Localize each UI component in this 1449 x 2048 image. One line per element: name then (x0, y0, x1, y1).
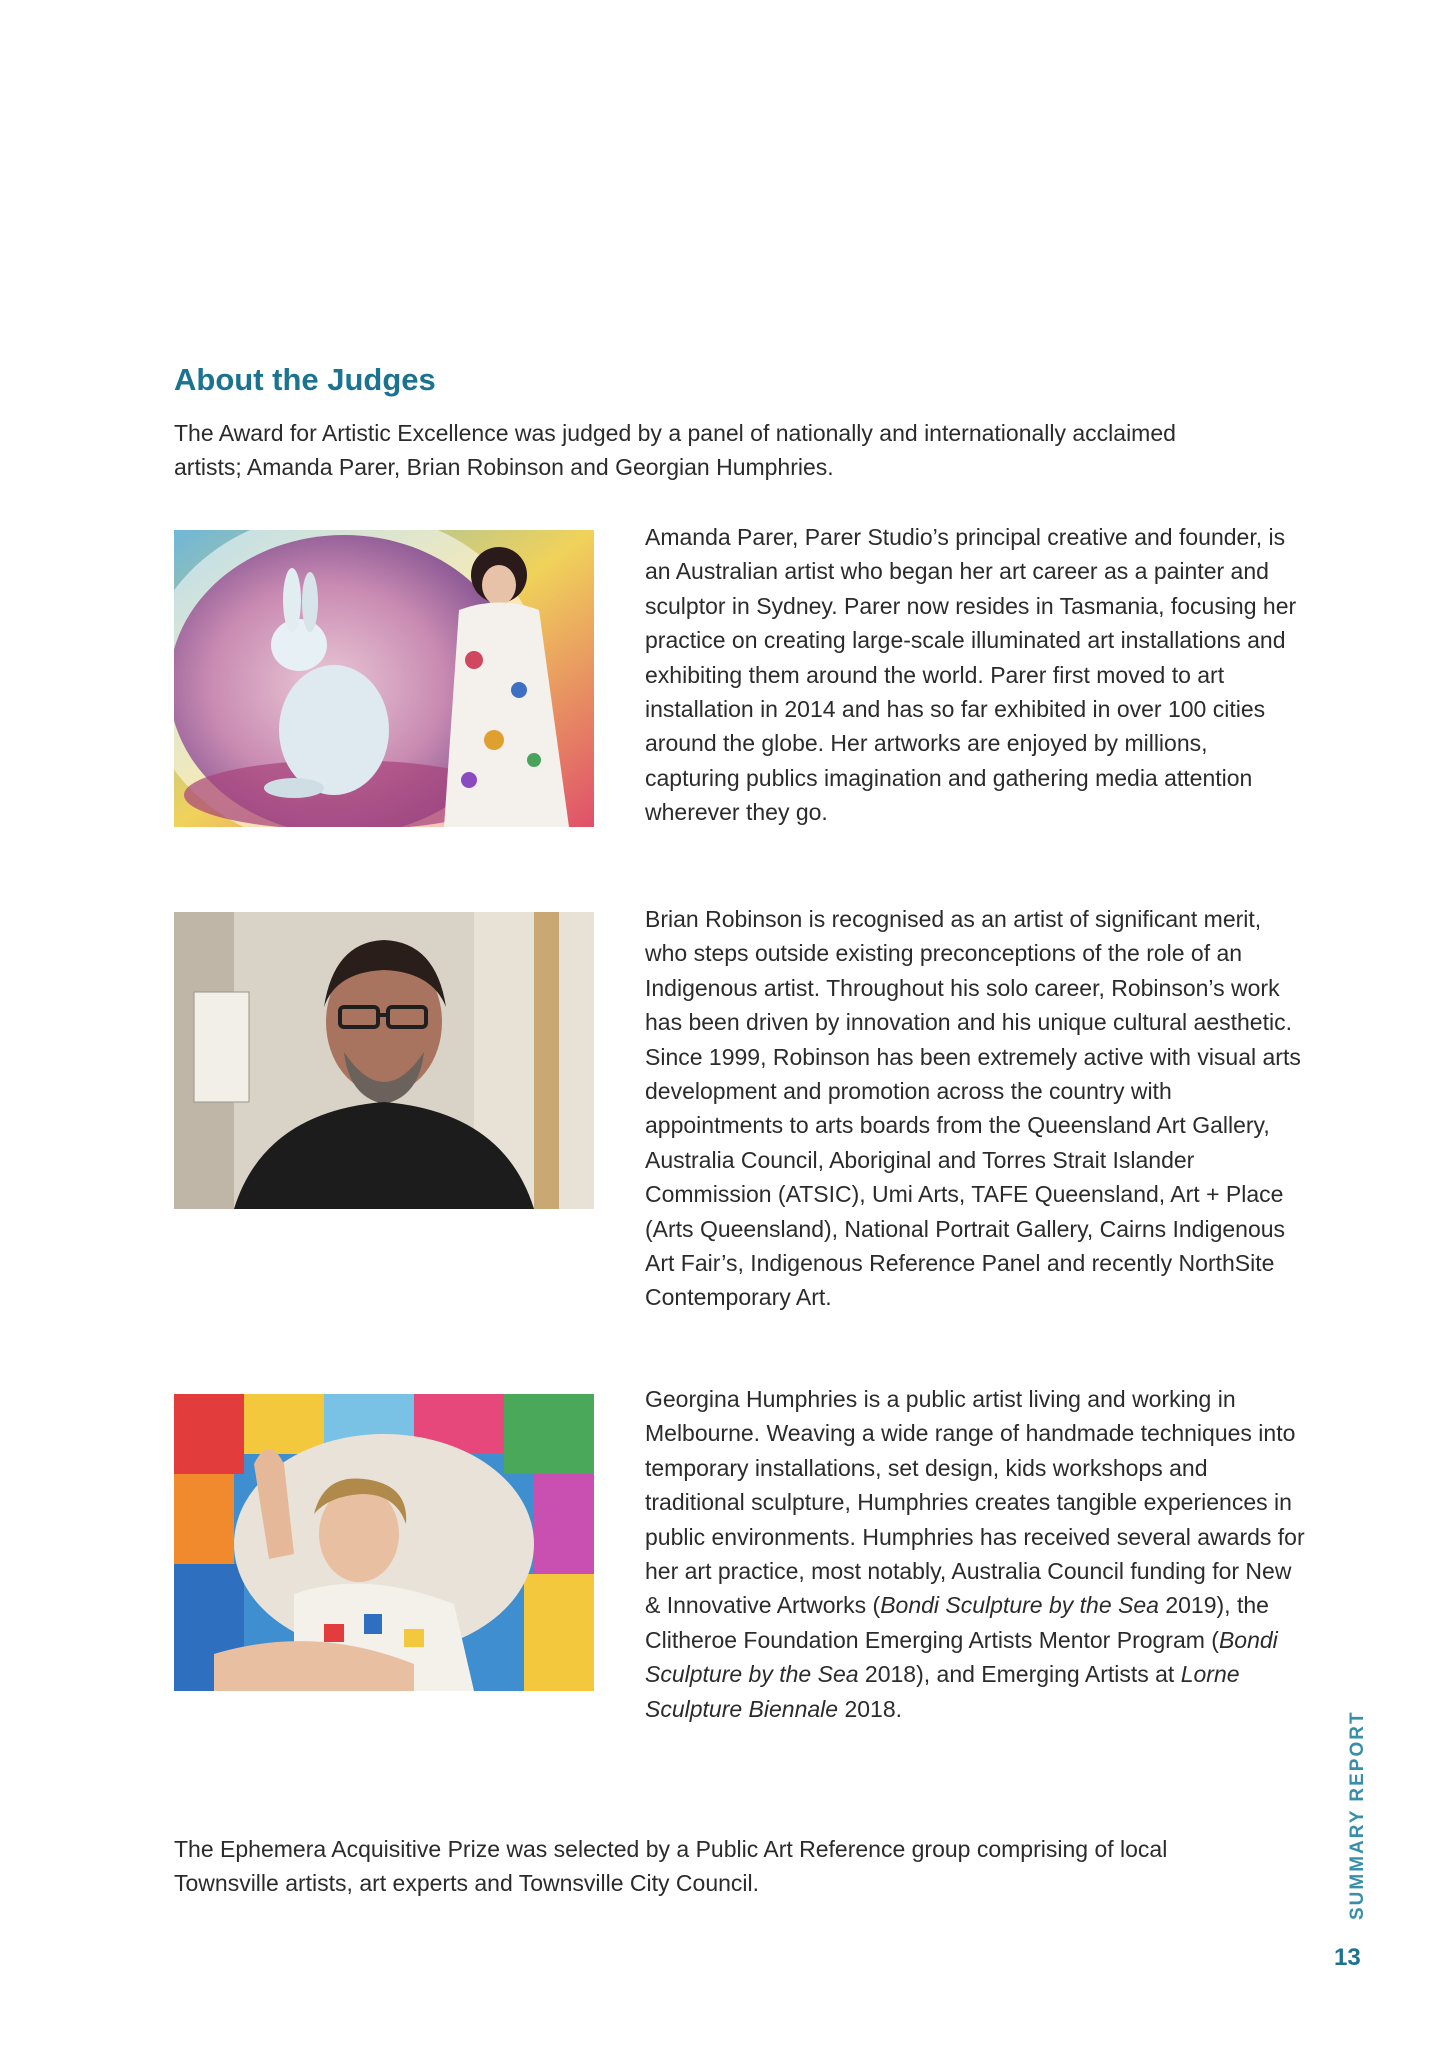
brian-robinson-photo (174, 912, 594, 1209)
brian-robinson-bio: Brian Robinson is recognised as an artist of significant merit, who steps outside existing preconceptions of the role of an Indigenous artist. Throughout his solo career, Robinson’s work has been driven by innovation and his unique cultural aesthetic. Since 1999, Robinson has been extremely active with visual arts development and promotion across the country with appointments to arts boards from the Queensland Art Gallery, Australia Council, Aboriginal and Torres Strait Islander Commission (ATSIC), Umi Arts, TAFE Queensland, Art + Place (Arts Queensland), National Portrait Gallery, Cairns Indigenous Art Fair’s, Indigenous Reference Panel and recently NorthSite Contemporary Art. (645, 906, 1301, 1311)
closing-paragraph: The Ephemera Acquisitive Prize was selected by a Public Art Reference group comprising of local Townsville artists, art experts and Townsville City Council. (174, 1836, 1168, 1896)
summary-report-label: SUMMARY REPORT (1347, 1710, 1368, 1920)
event-title: Bondi Sculpture by the Sea (645, 1626, 1278, 1688)
bio-text: 2018), and Emerging Artists at (858, 1661, 1181, 1688)
event-title: Lorne Sculpture Biennale (645, 1661, 1240, 1722)
amanda-parer-photo (174, 530, 594, 827)
bio-text: 2019), the Clitheroe Foundation Emerging Artists Mentor Program ( (645, 1592, 1269, 1653)
intro-paragraph: The Award for Artistic Excellence was judged by a panel of nationally and internationally acclaimed artists; Amanda Parer, Brian Robinson and Georgian Humphries. (174, 420, 1176, 480)
georgina-humphries-bio (645, 1382, 1305, 1726)
georgina-humphries-photo (174, 1394, 594, 1691)
section-heading: About the Judges (174, 362, 436, 397)
bio-text: 2018. (838, 1695, 903, 1722)
amanda-parer-bio: Amanda Parer, Parer Studio’s principal creative and founder, is an Australian artist who began her art career as a painter and sculptor in Sydney. Parer now resides in Tasmania, focusing her practice on creating large-scale illuminated art installations and exhibiting them around the world. Parer first moved to art installation in 2014 and has so far exhibited in over 100 cities around the globe. Her artworks are enjoyed by millions, capturing publics imagination and gathering media attention wherever they go. (645, 524, 1297, 826)
page-number: 13 (1334, 1944, 1361, 1971)
event-title: Bondi Sculpture by the Sea (880, 1592, 1159, 1619)
bio-text: Georgina Humphries is a public artist living and working in Melbourne. Weaving a wide range of handmade techniques into temporary installations, set design, kids workshops and traditional sculpture, Humphries creates tangible experiences in public environments. Humphries has received several awards for her art practice, most notably, Australia Council funding for New & Innovative Artworks ( (645, 1386, 1305, 1619)
